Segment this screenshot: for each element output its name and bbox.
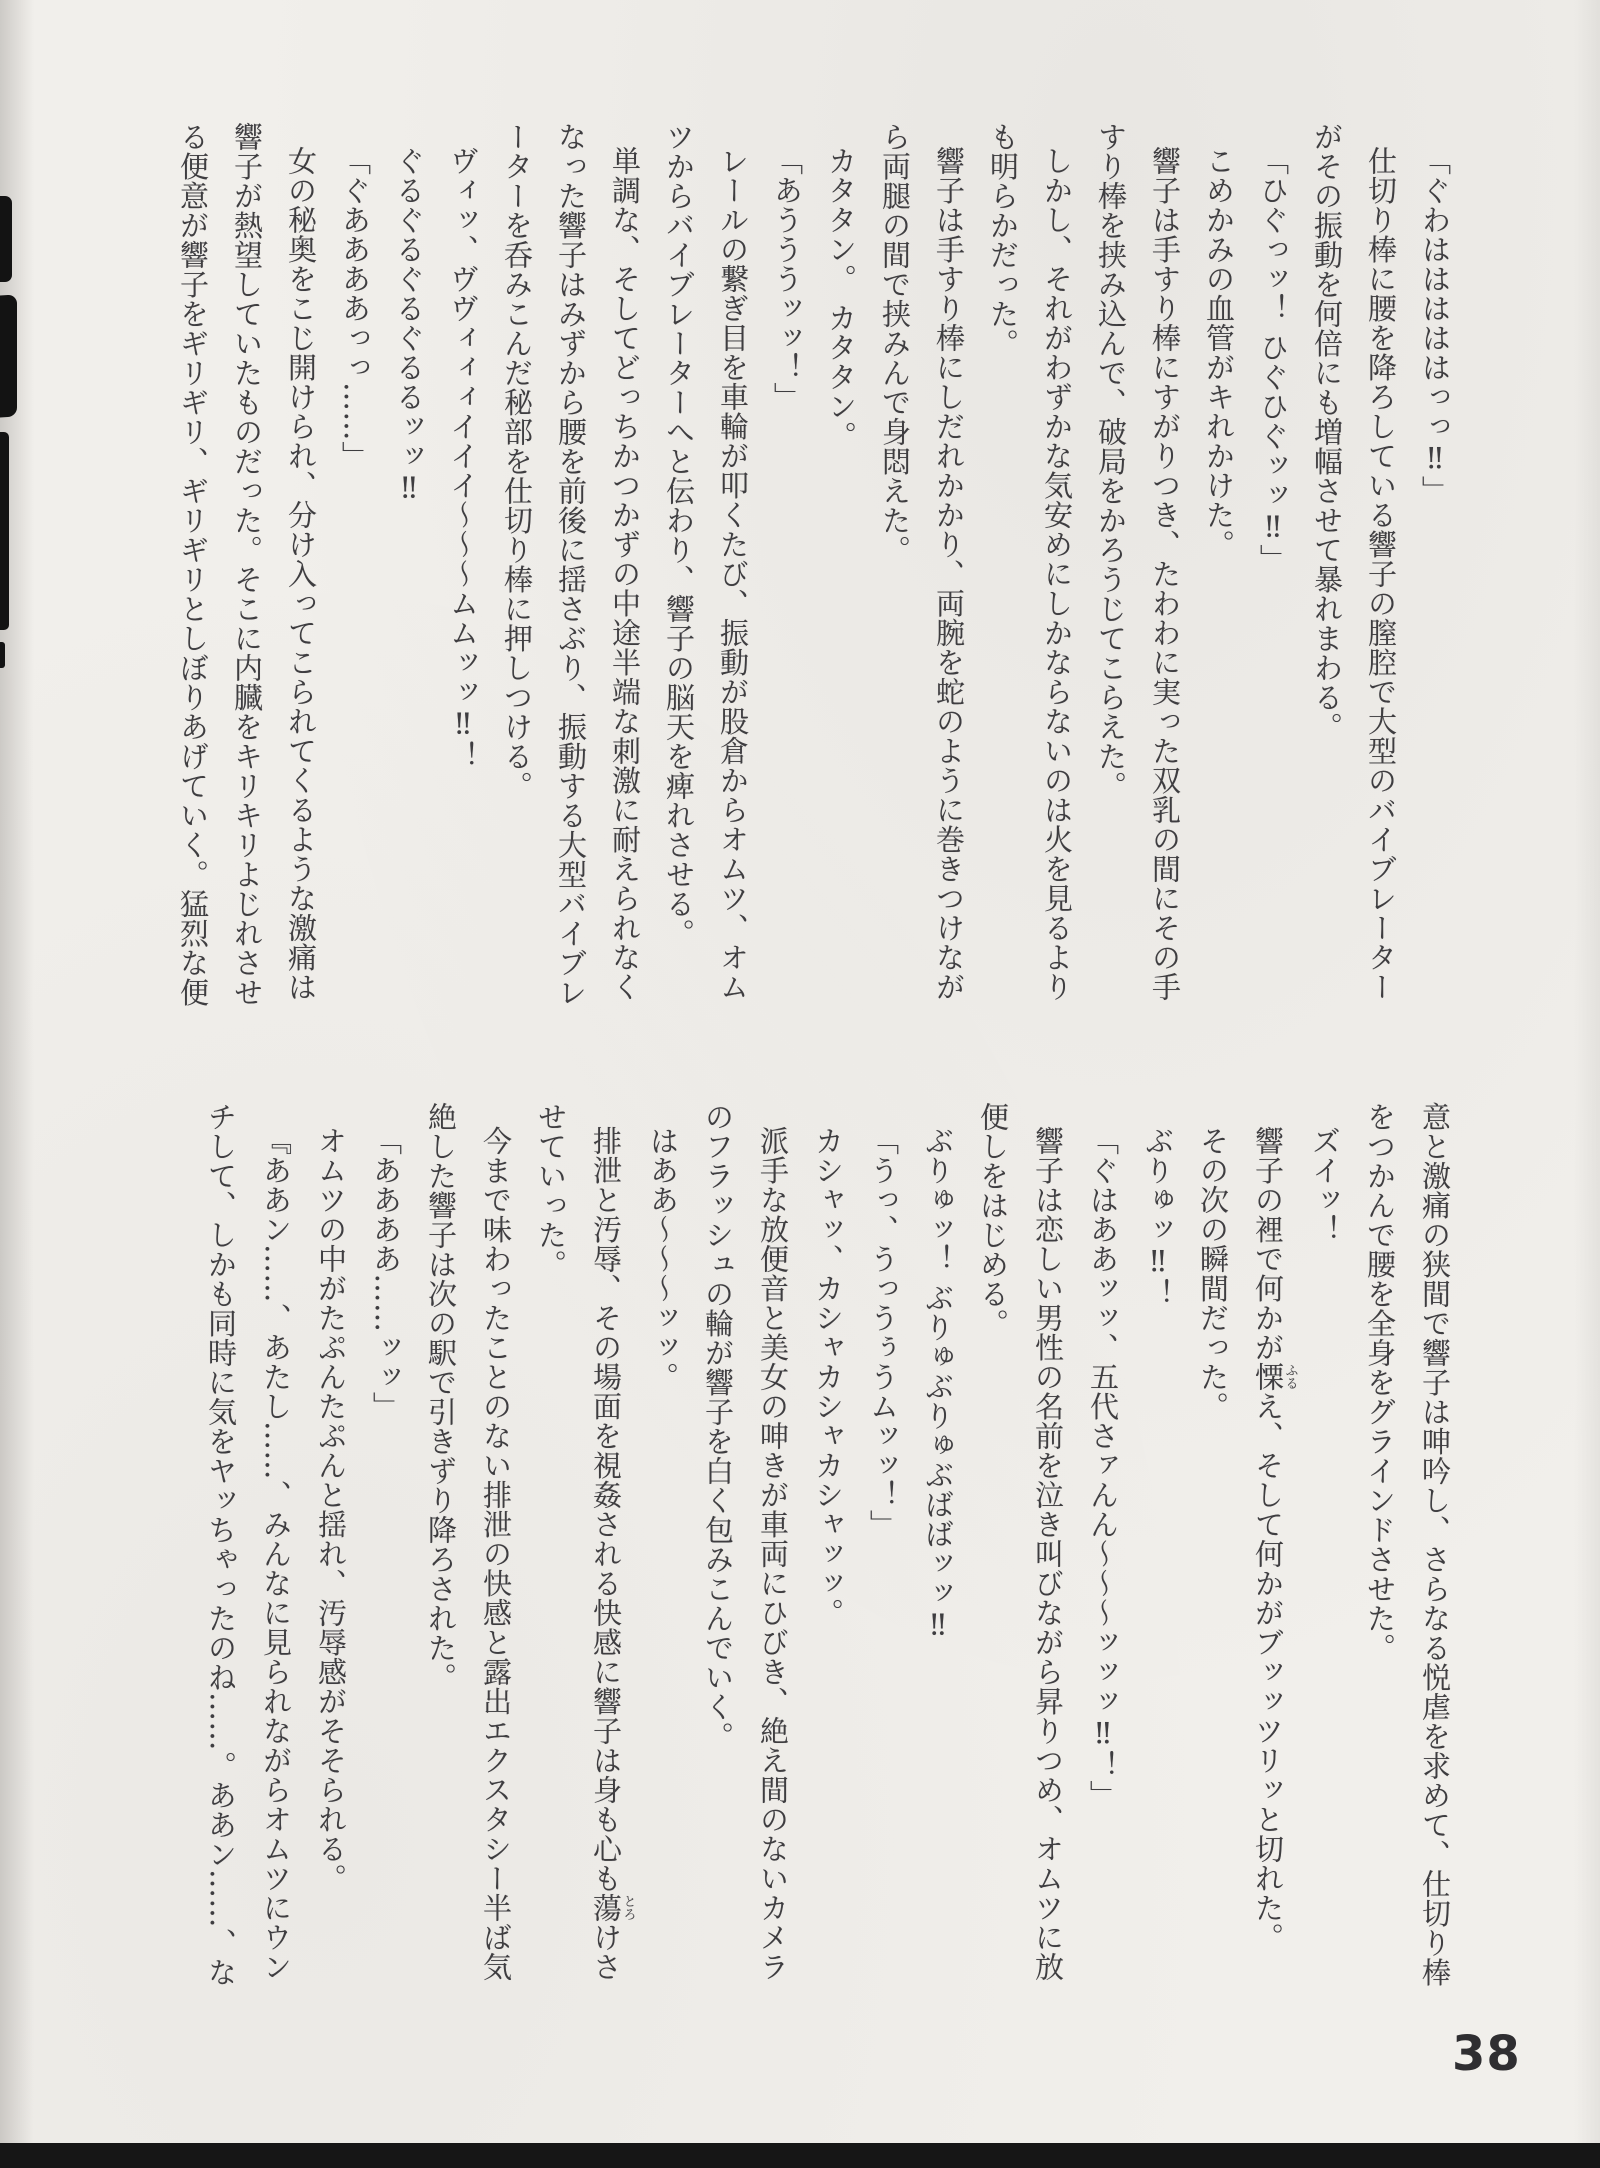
text-column: ツからバイブレーターへと伝わり、響子の脳天を痺れさせる。 xyxy=(662,122,696,948)
text-column: 響子の裡で何かが慄ふるえ、そして何かがブッッツリッと切れた。 xyxy=(1251,1126,1298,1952)
text-column: 響子は恋しい男性の名前を泣き叫びながら昇りつめ、オムツに放 xyxy=(1031,1126,1065,1982)
text-column: 便しをはじめる。 xyxy=(976,1102,1010,1338)
text-column: ぐるぐるぐるぐるるッッ‼ xyxy=(392,146,426,505)
text-block-top xyxy=(166,122,1462,1067)
text-column: 「ぐああああっっ……」 xyxy=(338,146,372,471)
text-column: のフラッシュの輪が響子を白く包みこんでいく。 xyxy=(701,1102,735,1751)
text-column: レールの繋ぎ目を車輪が叩くたび、振動が股倉からオムツ、オム xyxy=(716,146,750,1002)
text-column: 響子は手すり棒にしだれかかり、両腕を蛇のように巻きつけなが xyxy=(932,146,966,1002)
text-column: カタタン。 カタタン。 xyxy=(824,146,858,451)
text-column: ズイッ！ xyxy=(1308,1126,1342,1244)
text-column: 女の秘奥をこじ開けられ、分け入ってこられてくるような激痛は xyxy=(284,146,318,1002)
scan-edge-artifact xyxy=(0,642,5,668)
text-column: ーターを呑みこんだ秘部を仕切り棒に押しつける。 xyxy=(500,122,534,801)
text-column: 意と激痛の狭間で響子は呻吟し、さらなる悦虐を求めて、仕切り棒 xyxy=(1418,1102,1452,1987)
text-column: こめかみの血管がキれかけた。 xyxy=(1202,146,1236,559)
scan-edge-artifact xyxy=(0,432,9,630)
text-column: なった響子はみずから腰を前後に揺さぶり、振動する大型バイブレ xyxy=(554,122,588,1007)
text-column: 「ああああ……ッッ」 xyxy=(369,1126,403,1421)
text-column: 「ぐはああッッ、五代さァんん〜〜〜ッッッ‼！」 xyxy=(1086,1126,1120,1810)
text-column: も明らかだった。 xyxy=(986,122,1020,358)
scan-edge-artifact xyxy=(0,196,12,282)
text-column: 単調な、そしてどっちかつかずの中途半端な刺激に耐えられなく xyxy=(608,146,642,1002)
text-column: せていった。 xyxy=(534,1102,568,1279)
text-column: ヴィッ、ヴヴィィィイイイ〜〜〜ムムッッ‼！ xyxy=(446,146,480,771)
text-column: その次の瞬間だった。 xyxy=(1196,1126,1230,1421)
text-column: チして、しかも同時に気をヤッちゃったのね……。ああン……、な xyxy=(204,1102,238,1987)
text-column: オムツの中がたぷんたぷんと揺れ、汚辱感がそそられる。 xyxy=(314,1126,348,1893)
text-column: 「あうううッッ！」 xyxy=(770,146,804,412)
text-column: 派手な放便音と美女の呻きが車両にひびき、絶え間のないカメラ xyxy=(756,1126,790,1982)
text-column: をつかんで腰を全身をグラインドさせた。 xyxy=(1363,1102,1397,1663)
text-column: 『ああン……、あたし……、みんなに見られながらオムツにウン xyxy=(259,1126,293,1982)
text-block-bottom xyxy=(193,1102,1462,2052)
text-column: すり棒を挟み込んで、破局をかろうじてこらえた。 xyxy=(1094,122,1128,801)
text-column: しかし、それがわずかな気安めにしかならないのは火を見るより xyxy=(1040,146,1074,1002)
text-column: ぶりゅッ‼！ xyxy=(1141,1126,1175,1308)
text-column: 「うっ、うっうぅうムッッ！」 xyxy=(866,1126,900,1539)
text-column: 排泄と汚辱、その場面を視姦される快感に響子は身も心も蕩とろけさ xyxy=(589,1126,636,1982)
scan-edge-artifact xyxy=(0,295,17,418)
text-column: 響子が熱望していたものだった。そこに内臓をキリキリよじれさせ xyxy=(230,122,264,1007)
footer-bar xyxy=(0,2143,1600,2168)
text-column: カシャッ、カシャカシャカシャッッ。 xyxy=(811,1126,845,1628)
text-column: 響子は手すり棒にすがりつき、たわわに実った双乳の間にその手 xyxy=(1148,146,1182,1002)
text-column: がその振動を何倍にも増幅させて暴れまわる。 xyxy=(1310,122,1344,742)
text-column: 「ぐわはははははっっ‼」 xyxy=(1418,146,1452,505)
text-column: 絶した響子は次の駅で引きずり降ろされた。 xyxy=(424,1102,458,1692)
text-column: ぶりゅッ！ ぶりゅぶりゅぶばばッッ‼ xyxy=(921,1126,955,1643)
page-number: 38 xyxy=(1452,2026,1521,2082)
text-column: ら両腿の間で挟みんで身悶えた。 xyxy=(878,122,912,565)
text-column: 仕切り棒に腰を降ろしている響子の膣腔で大型のバイブレーター xyxy=(1364,146,1398,1002)
text-column: る便意が響子をギリギリ、ギリギリとしぼりあげていく。猛烈な便 xyxy=(176,122,210,1007)
text-column: はああ〜〜〜ッッ。 xyxy=(646,1126,680,1392)
text-column: 「ひぐっッ！ ひぐひぐッッ‼」 xyxy=(1256,146,1290,574)
text-column: 今まで味わったことのない排泄の快感と露出エクスタシー半ば気 xyxy=(479,1126,513,1982)
